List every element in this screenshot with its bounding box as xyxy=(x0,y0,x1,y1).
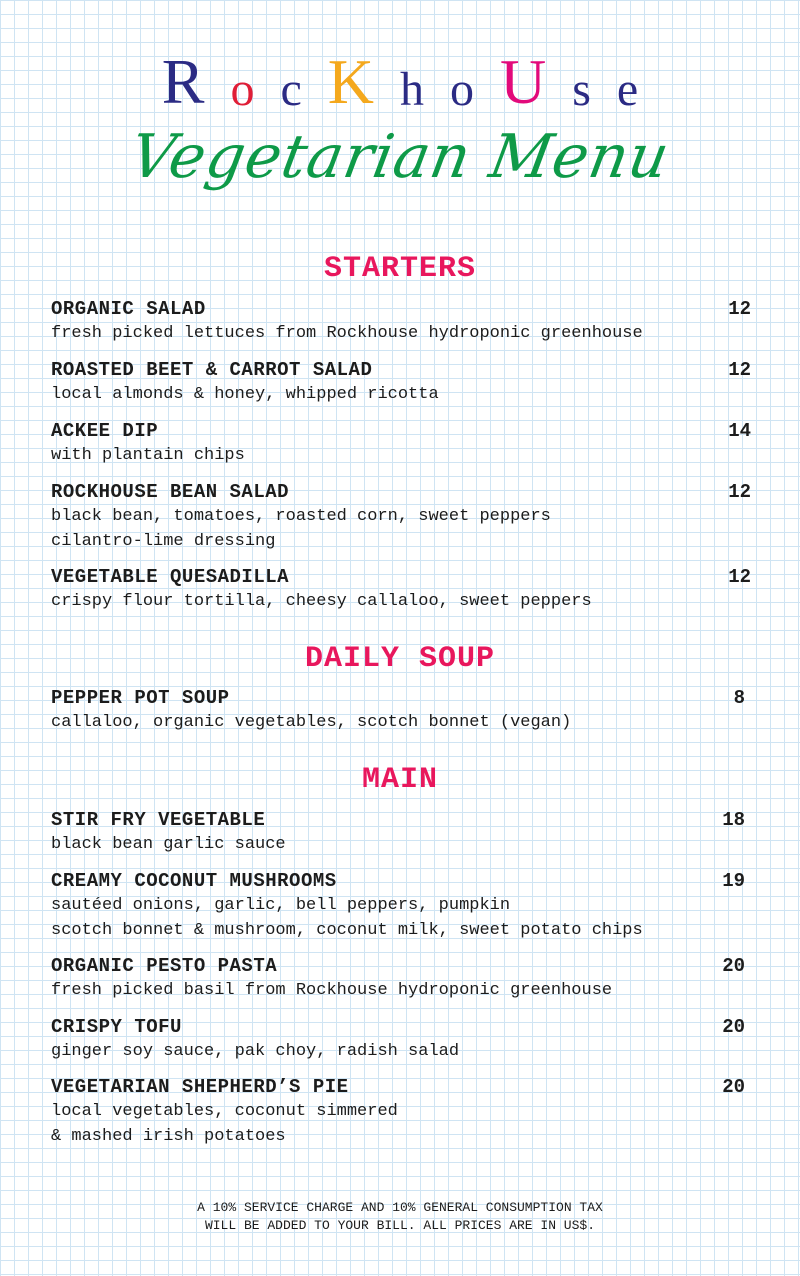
item-price: 20 xyxy=(722,1016,745,1038)
item-description: fresh picked basil from Rockhouse hydroponic greenhouse xyxy=(51,981,613,1000)
item-price: 14 xyxy=(728,420,751,442)
item-name: ROASTED BEET & CARROT SALAD xyxy=(51,359,373,381)
logo-letter: h xyxy=(400,63,424,116)
logo-letter: U xyxy=(500,46,547,117)
item-description: cilantro-lime dressing xyxy=(51,532,276,551)
section-title-daily-soup: DAILY SOUP xyxy=(304,642,496,676)
item-price: 12 xyxy=(728,481,751,503)
logo-letter: c xyxy=(280,63,302,116)
item-description: sautéed onions, garlic, bell peppers, pumpkin xyxy=(51,896,511,915)
menu-item xyxy=(51,869,745,943)
item-name: VEGETARIAN SHEPHERD’S PIE xyxy=(51,1076,349,1098)
item-description: crispy flour tortilla, cheesy callaloo, sweet peppers xyxy=(51,592,592,611)
menu-item xyxy=(51,358,751,407)
menu-item xyxy=(51,1015,745,1064)
logo-letter: s xyxy=(572,63,591,116)
item-price: 12 xyxy=(728,359,751,381)
item-description: callaloo, organic vegetables, scotch bonnet (vegan) xyxy=(51,713,572,732)
item-description: black bean, tomatoes, roasted corn, sweet peppers xyxy=(51,507,551,526)
rockhouse-logo xyxy=(0,44,800,117)
footer-line: A 10% SERVICE CHARGE AND 10% GENERAL CONSUMPTION TAX xyxy=(197,1200,603,1215)
item-description: local vegetables, coconut simmered xyxy=(51,1102,398,1121)
service-charge-note xyxy=(0,1199,800,1235)
item-price: 12 xyxy=(728,298,751,320)
menu-subtitle: Vegetarian Menu xyxy=(124,122,676,192)
item-price: 8 xyxy=(733,687,745,709)
item-name: ACKEE DIP xyxy=(51,420,159,442)
item-price: 19 xyxy=(722,870,745,892)
menu-item xyxy=(51,480,751,554)
item-name: ORGANIC PESTO PASTA xyxy=(51,955,278,977)
item-name: ORGANIC SALAD xyxy=(51,298,206,320)
item-description: with plantain chips xyxy=(51,446,245,465)
item-name: VEGETABLE QUESADILLA xyxy=(51,566,290,588)
item-price: 18 xyxy=(722,809,745,831)
menu-item xyxy=(51,954,745,1003)
item-name: STIR FRY VEGETABLE xyxy=(51,809,266,831)
logo-letter: K xyxy=(327,46,374,117)
item-name: CREAMY COCONUT MUSHROOMS xyxy=(51,870,337,892)
item-price: 20 xyxy=(722,955,745,977)
item-description: black bean garlic sauce xyxy=(51,835,286,854)
item-description: & mashed irish potatoes xyxy=(51,1127,286,1146)
item-description: local almonds & honey, whipped ricotta xyxy=(51,385,439,404)
item-name: ROCKHOUSE BEAN SALAD xyxy=(51,481,290,503)
menu-item xyxy=(51,808,745,857)
menu-item xyxy=(51,1075,745,1149)
footer-line: WILL BE ADDED TO YOUR BILL. ALL PRICES ARE IN US$. xyxy=(204,1218,596,1233)
menu-item xyxy=(51,565,751,614)
item-description: fresh picked lettuces from Rockhouse hydroponic greenhouse xyxy=(51,324,643,343)
section-title-starters: STARTERS xyxy=(323,252,477,286)
logo-letter: R xyxy=(161,46,205,117)
item-price: 20 xyxy=(722,1076,745,1098)
logo-letter: o xyxy=(450,63,474,116)
item-name: PEPPER POT SOUP xyxy=(51,687,230,709)
logo-letter: e xyxy=(616,63,639,116)
item-price: 12 xyxy=(728,566,751,588)
logo-letter: o xyxy=(230,63,255,116)
item-description: ginger soy sauce, pak choy, radish salad xyxy=(51,1042,460,1061)
menu-item xyxy=(51,686,745,735)
item-description: scotch bonnet & mushroom, coconut milk, sweet potato chips xyxy=(51,921,643,940)
menu-item xyxy=(51,297,751,346)
menu-item xyxy=(51,419,751,468)
item-name: CRISPY TOFU xyxy=(51,1016,182,1038)
section-title-main: MAIN xyxy=(361,763,438,797)
